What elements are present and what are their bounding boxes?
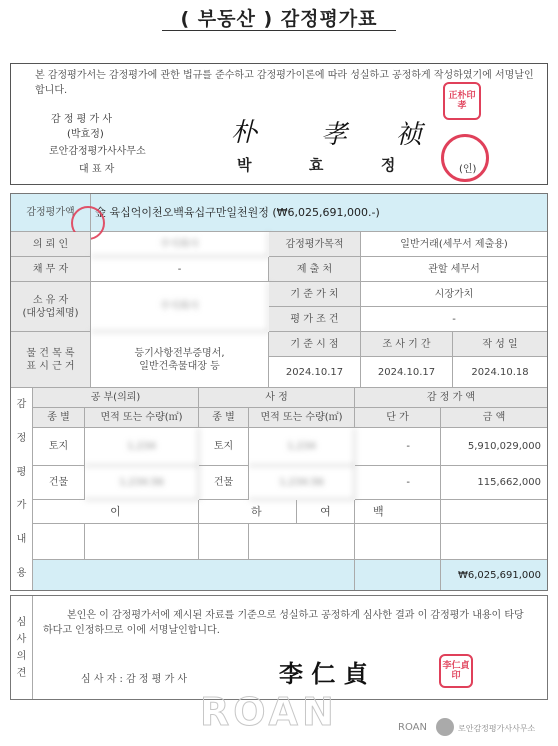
footer-office: 로안감정평가사사무소 <box>458 724 536 733</box>
written-value: 2024.10.18 <box>453 357 547 388</box>
price-col: 단 가 <box>355 408 441 428</box>
empty-row-5 <box>355 524 441 560</box>
appraiser-name: (박효정) <box>67 129 104 140</box>
review-signature: 李 仁 貞 <box>279 659 368 688</box>
basis-label: 기 준 가 치 <box>269 282 361 307</box>
review-signer-label: 심 사 자 : 감 정 평 가 사 <box>81 674 188 685</box>
debtor-value: - <box>91 257 269 282</box>
side-char: 용 <box>16 567 27 579</box>
rep-label: 대 표 자 <box>79 164 115 175</box>
docs-label: 물 건 목 록 표 시 근 거 <box>11 332 91 388</box>
basis-value: 시장가치 <box>361 282 547 307</box>
table-side-label <box>11 388 33 590</box>
row-land-price: - <box>355 428 441 466</box>
below-blank-1: 이 <box>33 500 199 524</box>
submit-value: 관할 세무서 <box>361 257 547 282</box>
signature-char-1: 朴 <box>231 118 258 148</box>
below-blank-5 <box>441 500 547 524</box>
purpose-label: 감정평가목적 <box>269 232 361 257</box>
review-text: 본인은 이 감정평가서에 제시된 자료를 기준으로 성실하고 공정하게 심사한 결과 이 감정평가 내용이 타당하다고 인정하므로 이에 서명날인합니다. <box>43 610 524 636</box>
appraisal-form <box>10 193 548 591</box>
appraised-header: 감 정 가 액 <box>355 388 547 408</box>
summary-value: 金 육십억이천오백육십구만일천원정 (₩6,025,691,000.-) <box>91 194 547 232</box>
declaration-box <box>10 63 548 185</box>
type-col-2: 종 별 <box>199 408 249 428</box>
side-char: 내 <box>16 533 27 545</box>
owner-label: 소 유 자 (대상업체명) <box>11 282 91 332</box>
empty-row-4 <box>249 524 355 560</box>
side-char: 평 <box>16 466 27 478</box>
side-char: 가 <box>16 500 27 512</box>
public-header: 공 부(의뢰) <box>33 388 199 408</box>
period-value: 2024.10.17 <box>361 357 453 388</box>
summary-label: 감정평가액 <box>11 194 91 232</box>
rep-name: 박 효 정 <box>237 156 396 174</box>
amount-col: 금 액 <box>441 408 547 428</box>
condition-value: - <box>361 307 547 332</box>
declaration-text: 본 감정평가서는 감정평가에 관한 법규를 준수하고 감정평가이론에 따라 성실하고 공정하게 작성하였기에 서명날인합니다. <box>35 70 534 96</box>
docs-value: 등기사항전부증명서, 일반건축물대장 등 <box>91 332 269 388</box>
row-building-area-2: 1,234.56 <box>249 466 355 500</box>
debtor-label: 채 무 자 <box>11 257 91 282</box>
row-building-price: - <box>355 466 441 500</box>
footer-watermark: ROAN <box>200 690 338 734</box>
empty-row-2 <box>85 524 199 560</box>
row-land-area-2: 1,234 <box>249 428 355 466</box>
review-box <box>10 595 548 700</box>
written-label: 작 성 일 <box>453 332 547 357</box>
below-blank-3: 여 <box>297 500 355 524</box>
personal-seal <box>441 134 489 182</box>
review-side-char: 심 <box>16 616 27 628</box>
review-side-char: 사 <box>16 633 27 645</box>
row-land-type: 토지 <box>33 428 85 466</box>
row-building-area: 1,234.56 <box>85 466 199 500</box>
review-stamp: 李仁貞印 <box>439 654 473 688</box>
total-row-mid <box>355 560 441 590</box>
rep-seal-label: (인) <box>459 164 477 175</box>
row-land-amount: 5,910,029,000 <box>441 428 547 466</box>
client-label: 의 뢰 인 <box>11 232 91 257</box>
appraiser-label: 감 정 평 가 사 <box>51 114 113 125</box>
row-building-type-2: 건물 <box>199 466 249 500</box>
row-land-type-2: 토지 <box>199 428 249 466</box>
review-side-label <box>11 596 33 699</box>
side-char: 감 <box>16 399 27 411</box>
signature-char-3: 祯 <box>396 120 423 150</box>
date-label: 기 준 시 점 <box>269 332 361 357</box>
purpose-value: 일반거래(세무서 제출용) <box>361 232 547 257</box>
area-col-2: 면적 또는 수량(㎡) <box>249 408 355 428</box>
office-name: 로안감정평가사사무소 <box>49 146 146 157</box>
condition-label: 평 가 조 건 <box>269 307 361 332</box>
review-side-char: 견 <box>16 667 27 679</box>
total-row-left <box>33 560 355 590</box>
review-side-char: 의 <box>16 650 27 662</box>
empty-row-1 <box>33 524 85 560</box>
row-land-area: 1,234 <box>85 428 199 466</box>
submit-label: 제 출 처 <box>269 257 361 282</box>
footer-logo-icon <box>436 718 454 736</box>
empty-row-6 <box>441 524 547 560</box>
signature-char-2: 孝 <box>321 120 348 150</box>
side-char: 정 <box>16 432 27 444</box>
empty-row-3 <box>199 524 249 560</box>
type-col: 종 별 <box>33 408 85 428</box>
official-stamp: 正朴印孝 <box>443 82 481 120</box>
survey-header: 사 정 <box>199 388 355 408</box>
owner-value: 주식회사 <box>91 282 269 332</box>
below-blank-4: 백 <box>355 500 441 524</box>
row-building-amount: 115,662,000 <box>441 466 547 500</box>
period-label: 조 사 기 간 <box>361 332 453 357</box>
footer-logo-text: ROAN <box>398 722 427 733</box>
area-col: 면적 또는 수량(㎡) <box>85 408 199 428</box>
below-blank-2: 하 <box>199 500 297 524</box>
client-value: 주식회사 <box>91 232 269 257</box>
total-amount: ₩6,025,691,000 <box>441 560 547 590</box>
title-underline <box>162 30 396 31</box>
row-building-type: 건물 <box>33 466 85 500</box>
page-title: ( 부동산 ) 감정평가표 <box>180 8 378 30</box>
date-value: 2024.10.17 <box>269 357 361 388</box>
